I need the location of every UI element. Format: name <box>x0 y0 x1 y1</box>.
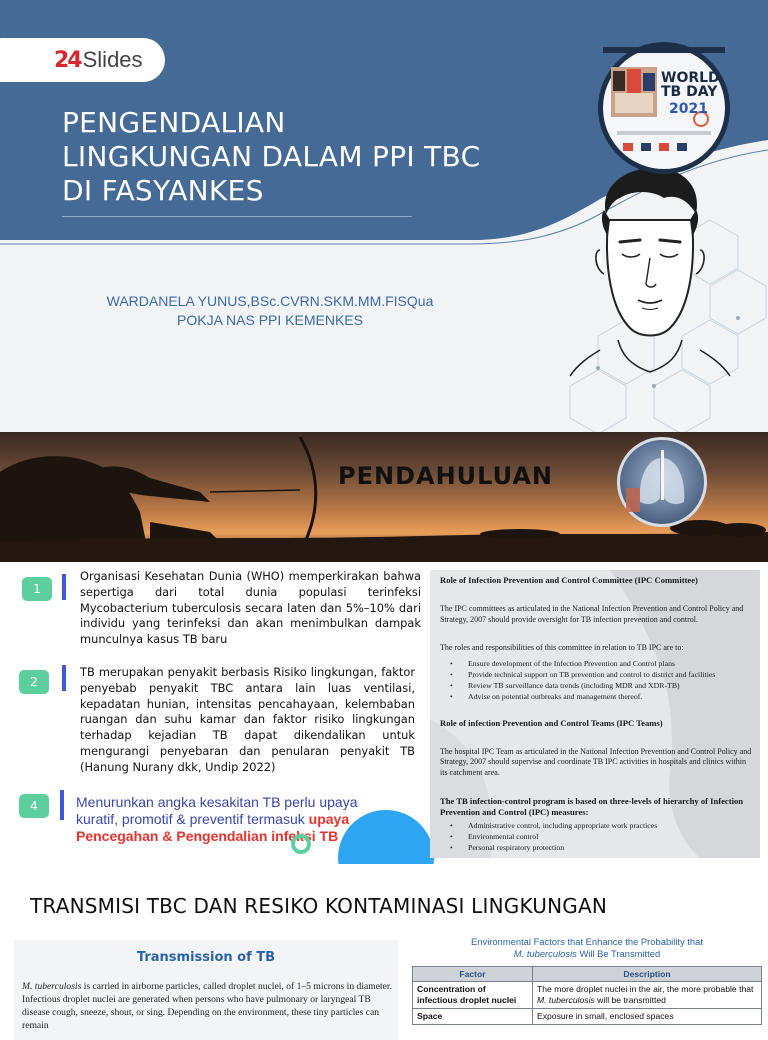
badge-title <box>661 71 720 99</box>
item-number-badge: 4 <box>19 794 49 818</box>
transmission-text: is carried in airborne particles, called droplet nuclei, of 1–5 microns in diameter. Infectious droplet nuclei are generated when persons who have pulmonary or laryngeal TB disease cough, sneeze, shout, or sing. Depending on the environment, these tiny particles can remain <box>22 981 392 1031</box>
badge-year: 2021 <box>669 101 708 117</box>
document-content <box>440 575 752 869</box>
table-row <box>413 1009 762 1025</box>
doc-paragraph: The IPC committees as articulated in the National Infection Prevention and Control Policy and Strategy, 2007 should provide oversight for TB infection prevention and control. <box>440 604 744 624</box>
lung-xray-image <box>617 437 707 527</box>
slide-title: TRANSMISI TBC DAN RESIKO KONTAMINASI LINGKUNGAN <box>30 894 607 918</box>
author-name: WARDANELA YUNUS,BSc.CVRN.SKM.MM.FISQua <box>106 293 434 309</box>
doc-bullet: • Ensure development of the Infection Prevention and Control plans <box>450 658 752 669</box>
brand-logo <box>0 38 165 82</box>
doc-bullet: • Advise on potential outbreaks and management thereof. <box>450 691 752 702</box>
env-title-line1: Environmental Factors that Enhance the Probability that <box>471 936 703 947</box>
badge-title-line1: WORLD <box>661 70 720 86</box>
item-number-badge: 2 <box>19 670 49 694</box>
item-accent-bar <box>62 574 66 600</box>
item-text-highlight: upaya Pencegahan & Pengendalian infeksi TB <box>76 811 350 844</box>
lung-xray-graphic <box>620 440 704 524</box>
title-divider <box>62 216 412 217</box>
doc-paragraph: The hospital IPC Team as articulated in the National Infection Prevention and Control Policy and Strategy, 2007 should supervise and coordinate TB IPC activities in hospitals and clinics within its catchment area. <box>440 746 752 777</box>
sunset-banner-image <box>0 432 768 562</box>
description-text-end: will be transmitted <box>594 995 666 1005</box>
author-affiliation: POKJA NAS PPI KEMENKES <box>177 312 363 328</box>
author-block <box>60 292 480 330</box>
introduction-slide <box>0 432 768 864</box>
world-tb-day-badge-inner <box>603 47 725 169</box>
decorative-ring <box>291 834 311 854</box>
item-text: Organisasi Kesehatan Dunia (WHO) memperkirakan bahwa sepertiga dari total dunia populasi terinfeksi Mycobacterium tuberculosis secara laten dan 5%–10% dari individu yang terinfeksi dan akan menimbulkan dampak munculnya kasus TB baru <box>80 569 421 647</box>
doc-bullet: • Provide technical support on TB prevention and control to district and facilities <box>450 669 752 680</box>
env-title-line2-wrap <box>412 948 762 960</box>
table-header-row <box>413 967 762 982</box>
ipc-document-excerpt <box>430 570 760 858</box>
doc-bullet: • Administrative control, including appropriate work practices <box>450 820 752 831</box>
brand-logo-word: Slides <box>82 47 143 72</box>
description-species: M. tuberculosis <box>537 995 595 1005</box>
table-cell-description <box>533 982 762 1009</box>
species-name: M. tuberculosis <box>22 981 82 992</box>
environment-table-title <box>412 936 762 960</box>
table-cell-factor: Space <box>413 1009 533 1025</box>
transmission-slide <box>0 864 768 1031</box>
doc-bullet: • Review TB surveillance data trends (including MDR and XDR-TB) <box>450 680 752 691</box>
transmission-paragraph <box>22 980 392 1032</box>
table-cell-factor: Concentration of infectious droplet nuclei <box>413 982 533 1009</box>
item-accent-bar <box>62 665 66 691</box>
title-slide <box>0 0 768 432</box>
column-header-description: Description <box>533 967 762 982</box>
item-text-plain: Menurunkan angka kesakitan TB perlu upaya kuratif, promotif & preventif termasuk <box>76 794 358 827</box>
environment-factors-table <box>412 966 762 1025</box>
doc-heading: Role of infection Prevention and Control Teams (IPC Teams) <box>440 717 663 728</box>
doc-bullet-list <box>440 658 752 702</box>
doc-bullet: • Environmental control <box>450 831 752 842</box>
item-accent-bar <box>60 790 64 820</box>
world-tb-day-badge <box>598 42 730 174</box>
doc-bullet: • Personal respiratory protection <box>450 842 752 853</box>
doc-heading: The TB infection-control program is based on three-levels of hierarchy of Infection Prevention and Control (IPC) measures: <box>440 796 744 817</box>
face-illustration <box>560 150 740 380</box>
table-cell-description: Exposure in small, enclosed spaces <box>533 1009 762 1025</box>
column-header-factor: Factor <box>413 967 533 982</box>
presentation-title: PENGENDALIAN LINGKUNGAN DALAM PPI TBC DI FASYANKES <box>62 106 481 207</box>
doc-paragraph: The roles and responsibilities of this committee in relation to TB IPC are to: <box>440 643 684 652</box>
description-text: The more droplet nuclei in the air, the more probable that <box>537 984 754 994</box>
table-row <box>413 982 762 1009</box>
section-heading: PENDAHULUAN <box>338 462 553 490</box>
transmission-heading: Transmission of TB <box>136 950 276 965</box>
brand-logo-digits: 24 <box>54 47 81 73</box>
doc-bullet-list <box>440 820 752 853</box>
env-title-line2: Will Be Transmitted <box>576 948 661 959</box>
badge-title-line2: TB DAY <box>661 84 718 100</box>
doc-heading: Role of Infection Prevention and Control Committee (IPC Committee) <box>440 575 698 585</box>
env-title-species: M. tuberculosis <box>513 948 577 959</box>
transmission-excerpt <box>14 940 398 1040</box>
item-text: TB merupakan penyakit berbasis Risiko lingkungan, faktor penyebab penyakit TBC antara lain luas ventilasi, kepadatan hunian, intensitas pencahayaan, kelembaban ruangan dan suhu kamar dan faktor risiko lingkungan terhadap kejadian TB dapat dikendalikan untuk mengurangi penyebaran dan penularan penyakit TB (Hanung Nurany dkk, Undip 2022) <box>80 665 415 774</box>
item-number-badge: 1 <box>22 577 52 601</box>
